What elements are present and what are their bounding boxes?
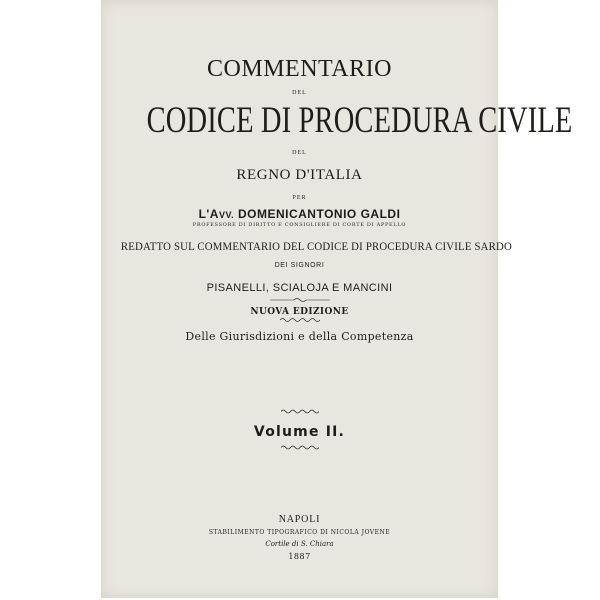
connector-del-1: DEL [292,90,307,96]
wavy-rule-icon [281,444,319,451]
author-abbr: VV. [218,210,235,220]
ornament-rule-icon [270,297,330,303]
volume-label: Volume II. [253,424,346,440]
original-authors: PISANELLI, SCIALOJA E MANCINI [206,282,393,294]
wavy-rule-icon [280,317,320,323]
wavy-rule-3 [101,444,498,453]
imprint-year: 1887 [288,552,311,561]
dei-signori: DEI SIGNORI [274,262,325,269]
author-prefix: L'A [198,207,219,221]
wavy-rule-icon [281,408,319,415]
edition-label: NUOVA EDIZIONE [250,307,349,317]
subject-line: Delle Giurisdizioni e della Competenza [185,330,414,343]
connector-del-2: DEL [292,150,307,156]
title-codice: CODICE DI PROCEDURA CIVILE [146,100,573,141]
imprint-city: NAPOLI [278,514,321,525]
ornament-divider [101,297,498,305]
title-page [101,0,573,598]
wavy-rule-1 [101,317,498,325]
imprint-address: Cortile di S. Chiara [265,540,334,548]
author-name: DOMENICANTONIO GALDI [237,207,401,221]
author-role: PROFESSORE DI DIRITTO E CONSIGLIERE DI CORTE DI APPELLO [192,222,407,228]
wavy-rule-2 [101,408,498,417]
title-commentario: COMMENTARIO [207,56,392,82]
connector-per: PER [292,195,307,201]
title-regno: REGNO D'ITALIA [236,167,363,183]
imprint-printer: STABILIMENTO TIPOGRAFICO DI NICOLA JOVENE [208,529,391,536]
author-line [101,208,498,220]
redatto-line: REDATTO SUL COMMENTARIO DEL CODICE DI PROCEDURA CIVILE SARDO [120,239,512,253]
